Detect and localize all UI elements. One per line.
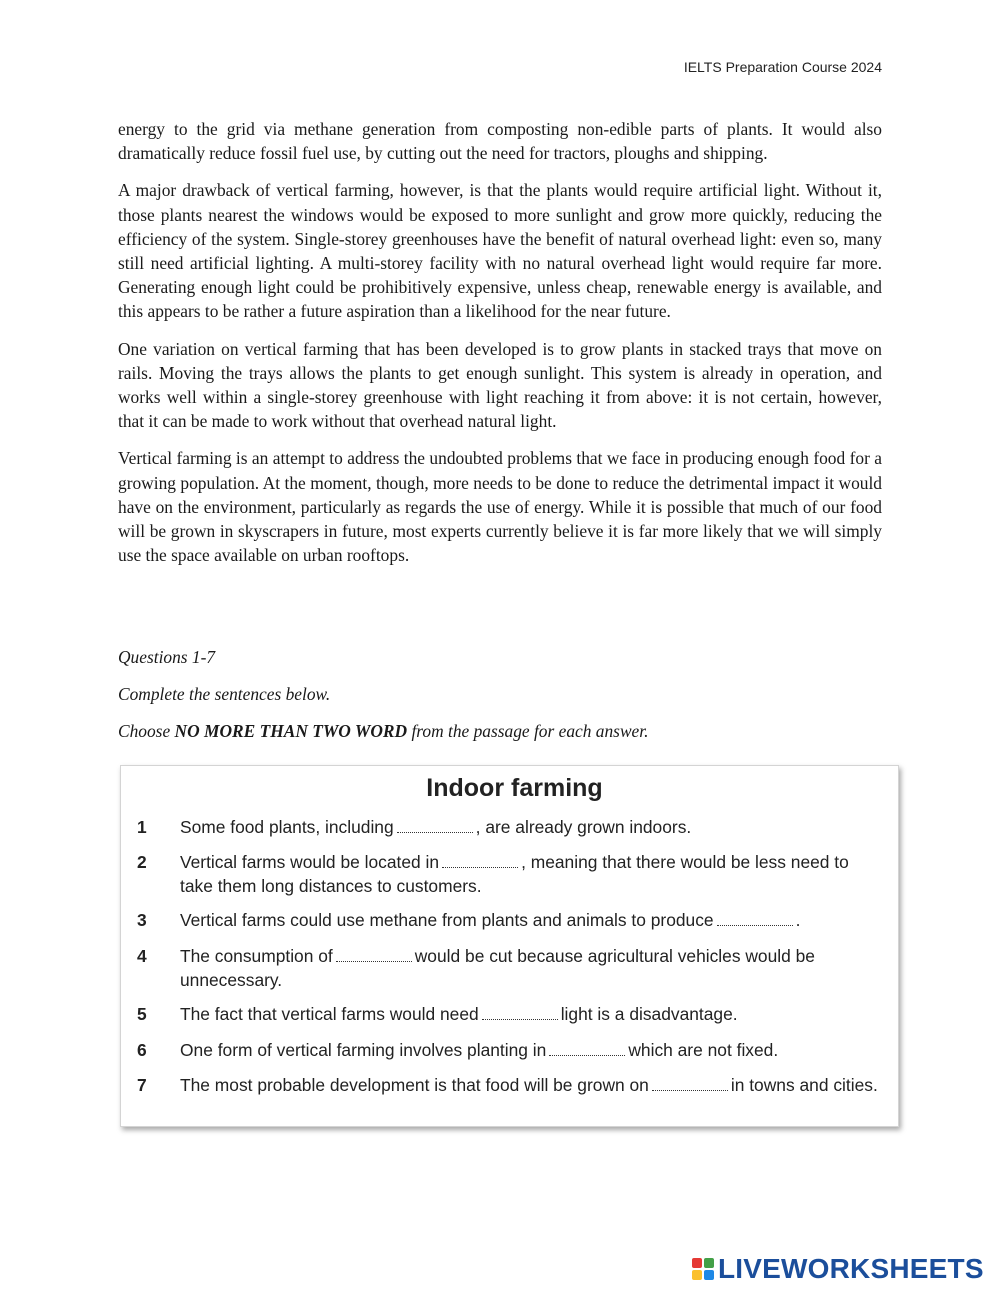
logo-tile <box>692 1270 702 1280</box>
answer-blank[interactable] <box>482 1009 558 1020</box>
liveworksheets-brand[interactable] <box>692 1252 984 1286</box>
question-text: light is a disadvantage. <box>560 1004 738 1024</box>
questions-heading: Questions 1-7 <box>118 647 216 667</box>
question-item <box>137 1002 882 1026</box>
question-text: . <box>795 910 801 930</box>
box-title: Indoor farming <box>426 774 603 802</box>
logo-tile <box>692 1258 702 1268</box>
question-number: 6 <box>137 1040 147 1060</box>
instruction-line-2 <box>118 719 882 743</box>
question-text: The fact that vertical farms would need <box>180 1004 479 1024</box>
logo-tile <box>704 1270 714 1280</box>
question-text: The most probable development is that food will be grown on <box>180 1075 649 1095</box>
question-text: Some food plants, including <box>180 817 394 837</box>
logo-tile <box>704 1258 714 1268</box>
question-item <box>137 1038 882 1062</box>
running-header: IELTS Preparation Course 2024 <box>683 59 882 75</box>
answer-blank[interactable] <box>717 915 793 926</box>
sentence-completion-box <box>120 765 899 1127</box>
answer-blank[interactable] <box>336 951 412 962</box>
question-instructions <box>118 645 882 756</box>
question-item <box>137 908 882 932</box>
question-text: would be cut because agricultural vehicles would be unnecessary. <box>180 946 815 990</box>
question-text: Vertical farms could use methane from plants and animals to produce <box>180 910 714 930</box>
passage-paragraph: A major drawback of vertical farming, however, is that the plants would require artificial light. Without it, those plants nearest the windows would be exposed to more sunlight and grow more quickly, reducing the efficiency of the system. Single-storey greenhouses have the benefit of natural overhead light: even so, many still need artificial lighting. A multi-storey facility with no natural overhead light would require far more. Generating enough light could be prohibitively expensive, unless cheap, renewable energy is available, and this appears to be rather a future aspiration than a likelihood for the near future. <box>118 180 882 322</box>
passage-paragraph: energy to the grid via methane generation from composting non-edible parts of plants. It would also dramatically reduce fossil fuel use, by cutting out the need for tractors, ploughs and shipping. <box>118 119 882 164</box>
passage-paragraph: One variation on vertical farming that has been developed is to grow plants in stacked trays that move on rails. Moving the trays allows the plants to get enough sunlight. This system is already in operation, and works well within a single-storey greenhouse with light reaching it from above: it is not certain, however, that it can be made to work without that overhead natural light. <box>118 338 882 432</box>
instruction-line-1: Complete the sentences below. <box>118 684 331 704</box>
question-item <box>137 1073 882 1097</box>
passage-paragraph: Vertical farming is an attempt to address the undoubted problems that we face in producing enough food for a growing population. At the moment, though, more needs to be done to reduce the detrimental impact it would have on the environment, particularly as regards the use of energy. While it is possible that much of our food will be grown in skyscrapers in future, most experts currently believe it is far more likely that we will simply use the space available on urban rooftops. <box>118 448 882 566</box>
question-item <box>137 944 882 992</box>
instruction-text: Choose <box>118 721 175 741</box>
answer-blank[interactable] <box>397 822 473 833</box>
question-text: , are already grown indoors. <box>475 817 692 837</box>
brand-name: LIVEWORKSHEETS <box>718 1253 984 1284</box>
question-number: 2 <box>137 852 147 872</box>
reading-passage <box>118 117 882 580</box>
question-number: 7 <box>137 1075 147 1095</box>
question-number: 4 <box>137 946 147 966</box>
answer-blank[interactable] <box>652 1080 728 1091</box>
question-text: The consumption of <box>180 946 333 966</box>
answer-blank[interactable] <box>549 1045 625 1056</box>
question-item <box>137 850 882 898</box>
instruction-emphasis: NO MORE THAN TWO WORD <box>174 721 408 741</box>
question-text: which are not fixed. <box>628 1040 779 1060</box>
question-item <box>137 815 882 839</box>
answer-blank[interactable] <box>442 857 518 868</box>
question-number: 1 <box>137 817 147 837</box>
question-text: One form of vertical farming involves planting in <box>180 1040 547 1060</box>
question-number: 5 <box>137 1004 147 1024</box>
question-number: 3 <box>137 910 147 930</box>
instruction-text: from the passage for each answer. <box>407 721 649 741</box>
question-text: in towns and cities. <box>730 1075 878 1095</box>
liveworksheets-logo-icon <box>692 1258 714 1280</box>
question-text: , meaning that there would be less need to take them long distances to customers. <box>180 852 849 896</box>
question-text: Vertical farms would be located in <box>180 852 440 872</box>
